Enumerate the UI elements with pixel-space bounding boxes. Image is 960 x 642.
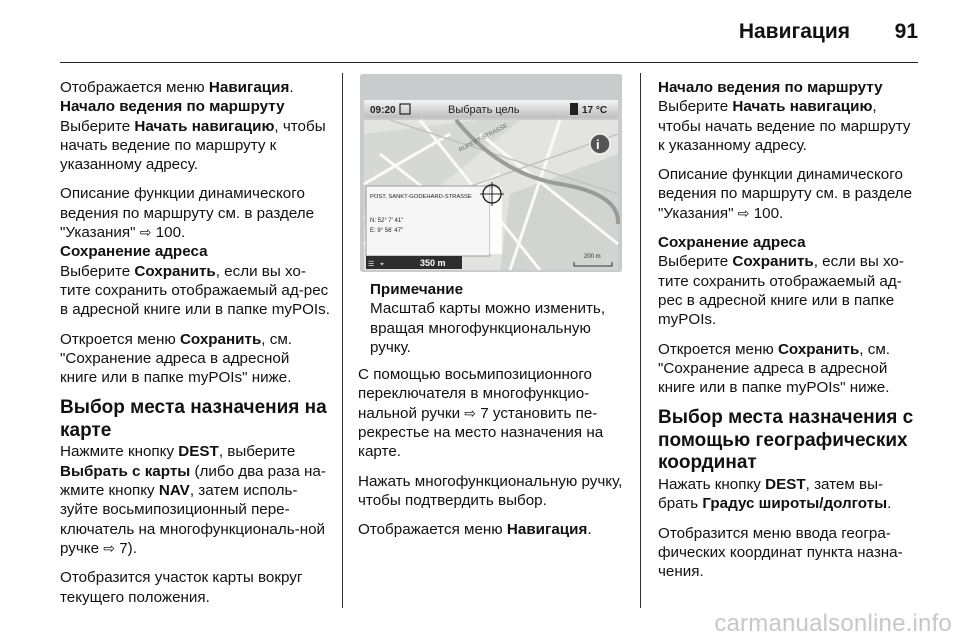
paragraph-save-address: Выберите Сохранить, если вы хо-тите сохранить отображаемый ад-рес в адресной книге или в папке myPOIs. xyxy=(60,262,330,319)
screen-title: Выбрать цель xyxy=(448,104,520,116)
heading-route-start-2: Начало ведения по маршруту xyxy=(658,79,883,96)
navigation-screen-image xyxy=(360,74,622,272)
screen-temp: 17 °C xyxy=(582,105,608,116)
page-header xyxy=(0,0,960,62)
page-ref-arrow-icon: ⇨ xyxy=(103,539,115,556)
header-title: Навигация xyxy=(738,20,850,43)
page-ref-arrow-icon: ⇨ xyxy=(139,224,152,241)
info-icon xyxy=(590,134,610,154)
thermometer-icon xyxy=(570,103,578,115)
column-divider-1 xyxy=(342,73,343,608)
page-number: 91 xyxy=(894,20,918,43)
screen-latitude: N: 52° 7' 41" xyxy=(370,218,404,224)
paragraph-select-by-coordinates: Нажать кнопку DEST, затем вы-брать Градус широты/долготы. xyxy=(658,475,892,513)
heading-route-start: Начало ведения по маршруту xyxy=(60,98,285,116)
column-divider-2 xyxy=(640,73,641,608)
svg-text:⌖: ⌖ xyxy=(380,261,384,268)
paragraph-menu-shown: Отображается меню Навигация. xyxy=(60,79,294,96)
heading-select-by-coordinates: Выбор места назначения с помощью географических координат xyxy=(658,407,914,474)
paragraph-crosshair: С помощью восьмипозиционного переключателя в многофункцио-нальной ручки ⇨ 7 установить пе-рекрестье на место назначения на карте. xyxy=(358,366,604,461)
note-box xyxy=(370,280,623,357)
paragraph-route-start: Выберите Начать навигацию, чтобы начать ведение по маршруту к указанному адресу. xyxy=(60,117,326,174)
column-2 xyxy=(358,78,623,550)
paragraph-save-menu: Откроется меню Сохранить, см. "Сохранение адреса в адресной книге или в папке myPOIs" ниже. xyxy=(60,330,292,387)
header-rule xyxy=(60,62,918,63)
page-ref-arrow-icon: ⇨ xyxy=(737,204,750,221)
paragraph-map-area: Отобразится участок карты вокруг текущего положения. xyxy=(60,569,303,606)
note-text: Масштаб карты можно изменить, вращая многофункциональную ручку. xyxy=(370,300,606,356)
paragraph-save-address-2: Выберите Сохранить, если вы хо-тите сохранить отображаемый ад-рес в адресной книге или в папке myPOIs. xyxy=(658,253,904,329)
paragraph-confirm: Нажать многофункциональную ручку, чтобы подтвердить выбор. xyxy=(358,472,623,509)
heading-select-on-map: Выбор места назначения на карте xyxy=(60,397,327,441)
screen-distance: 350 m xyxy=(420,258,446,268)
svg-text:i: i xyxy=(596,137,600,152)
screen-longitude: E: 9° 56' 47" xyxy=(370,228,404,234)
paragraph-select-on-map: Нажмите кнопку DEST, выберите Выбрать с карты (либо два раза на-жмите кнопку NAV, затем исполь-зуйте восьмипозиционный пере-ключатель на многофункциональ-ной ручке ⇨ 7). xyxy=(60,443,326,557)
column-3 xyxy=(658,78,920,591)
paragraph-coordinates-menu: Отобразится меню ввода геогра-фических координат пункта назна-чения. xyxy=(658,524,903,581)
map-screenshot xyxy=(360,74,622,272)
paragraph-dynamic-guidance-2: Описание функции динамического ведения по маршруту см. в разделе "Указания" ⇨ 100. xyxy=(658,166,913,222)
heading-save-address: Сохранение адреса xyxy=(60,243,208,261)
watermark: carmanualsonline.info xyxy=(714,610,952,637)
heading-save-address-2: Сохранение адреса xyxy=(658,234,806,252)
page-ref-arrow-icon: ⇨ xyxy=(464,404,477,421)
screen-time: 09:20 xyxy=(370,105,396,116)
paragraph-menu-shown-2: Отображается меню Навигация. xyxy=(358,521,592,539)
road-label: RUPERT-STRASSE xyxy=(458,123,509,154)
note-title: Примечание xyxy=(370,281,464,298)
paragraph-dynamic-guidance: Описание функции динамического ведения по маршруту см. в разделе "Указания" ⇨ 100. xyxy=(60,185,315,242)
paragraph-save-menu-2: Откроется меню Сохранить, см. "Сохранение адреса в адресной книге или в папке myPOIs" ниже. xyxy=(658,340,890,397)
screen-address: POST, SANKT-GODEHARD-STRASSE xyxy=(370,194,472,200)
svg-text:☰: ☰ xyxy=(368,261,375,268)
column-1 xyxy=(60,78,330,617)
paragraph-route-start-2: Выберите Начать навигацию, чтобы начать ведение по маршруту к указанному адресу. xyxy=(658,98,911,154)
screen-scale: 200 m xyxy=(584,254,601,260)
